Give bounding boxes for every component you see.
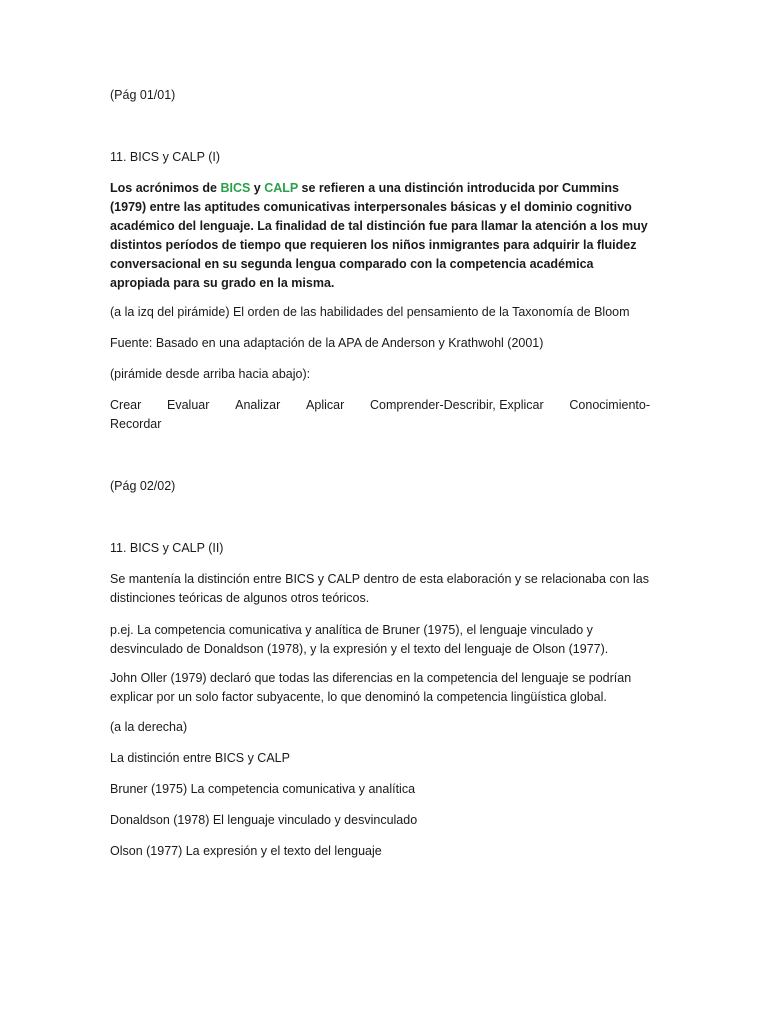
intro-paragraph <box>110 179 650 293</box>
note-right: (a la derecha) <box>110 720 188 734</box>
pyramid-level: Comprender-Describir, Explicar <box>369 398 544 412</box>
paragraph-distinction: Se mantenía la distinción entre BICS y CALP dentro de esta elaboración y se relacionaba con las distinciones teóricas de algunos otros teóricos. <box>110 572 649 605</box>
list-item: Olson (1977) La expresión y el texto del lenguaje <box>110 844 382 858</box>
paragraph-oller: John Oller (1979) declaró que todas las diferencias en la competencia del lenguaje se podrían explicar por un solo factor subyacente, lo que denominó la competencia lingüística global. <box>110 671 632 704</box>
list-item: La distinción entre BICS y CALP <box>110 751 290 765</box>
intro-prefix: Los acrónimos de <box>110 181 221 195</box>
page-label-2: (Pág 02/02) <box>110 479 176 493</box>
term-calp: CALP <box>264 181 299 195</box>
pyramid-levels-row <box>110 396 650 415</box>
pyramid-levels <box>110 396 650 434</box>
pyramid-level: Analizar <box>235 398 281 412</box>
intro-connector: y <box>250 181 265 195</box>
page-label-1: (Pág 01/01) <box>110 88 176 102</box>
list-item: Donaldson (1978) El lenguaje vinculado y desvinculado <box>110 813 418 827</box>
list-item: Bruner (1975) La competencia comunicativa y analítica <box>110 782 416 796</box>
note-left: (a la izq del pirámide) El orden de las habilidades del pensamiento de la Taxonomía de Bloom <box>110 305 630 319</box>
pyramid-level-last: Recordar <box>110 417 162 431</box>
intro-suffix: se refieren a una distinción introducida por Cummins (1979) entre las aptitudes comunicativas interpersonales básicas y el dominio cognitivo académico del lenguaje. La finalidad de tal distinción fue para llamar la atención a los muy distintos períodos de tiempo que requieren los niños inmigrantes para adquirir la fluidez conversacional en su segunda lengua comparado con la competencia académica apropiada para su grado en la misma. <box>110 181 648 290</box>
pyramid-level: Aplicar <box>306 398 345 412</box>
pyramid-note: (pirámide desde arriba hacia abajo): <box>110 367 311 381</box>
section-title-2: 11. BICS y CALP (II) <box>110 541 224 555</box>
paragraph-examples: p.ej. La competencia comunicativa y analítica de Bruner (1975), el lenguaje vinculado y desvinculado de Donaldson (1978), y la expresión y el texto del lenguaje de Olson (1977). <box>110 623 609 656</box>
term-bics: BICS <box>220 181 251 195</box>
pyramid-level: Conocimiento- <box>569 398 650 412</box>
source-line: Fuente: Basado en una adaptación de la APA de Anderson y Krathwohl (2001) <box>110 336 544 350</box>
section-title-1: 11. BICS y CALP (I) <box>110 150 220 164</box>
pyramid-level: Evaluar <box>167 398 210 412</box>
pyramid-level: Crear <box>110 398 142 412</box>
